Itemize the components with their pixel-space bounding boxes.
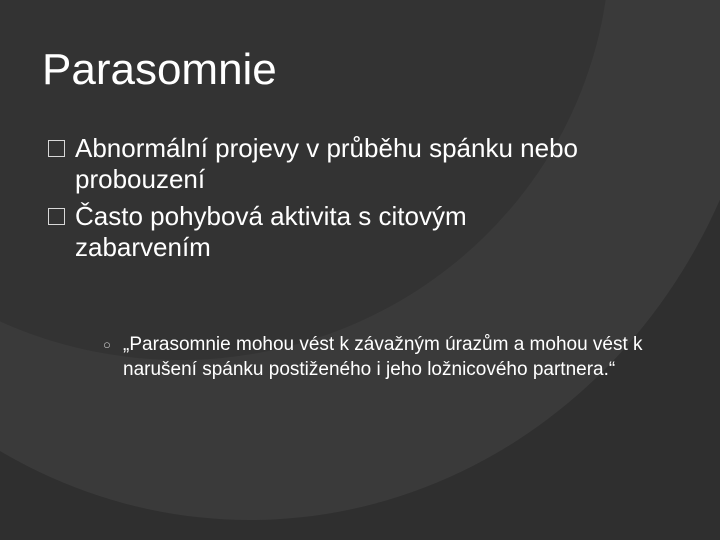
square-bullet-icon bbox=[48, 140, 65, 157]
bullet-list bbox=[48, 133, 608, 269]
bullet-item bbox=[48, 201, 608, 263]
bullet-text: Často pohybová aktivita s citovým zabarvením bbox=[75, 201, 467, 262]
circle-bullet-icon: ○ bbox=[103, 337, 111, 352]
slide-title: Parasomnie bbox=[42, 45, 277, 94]
square-bullet-icon bbox=[48, 208, 65, 225]
bullet-item bbox=[48, 133, 608, 195]
sub-bullet-item bbox=[103, 332, 663, 382]
bullet-text: Abnormální projevy v průběhu spánku nebo probouzení bbox=[75, 133, 578, 194]
sub-bullet-text: „Parasomnie mohou vést k závažným úrazům a mohou vést k narušení spánku postiženého i jeho ložnicového partnera.“ bbox=[123, 334, 643, 380]
